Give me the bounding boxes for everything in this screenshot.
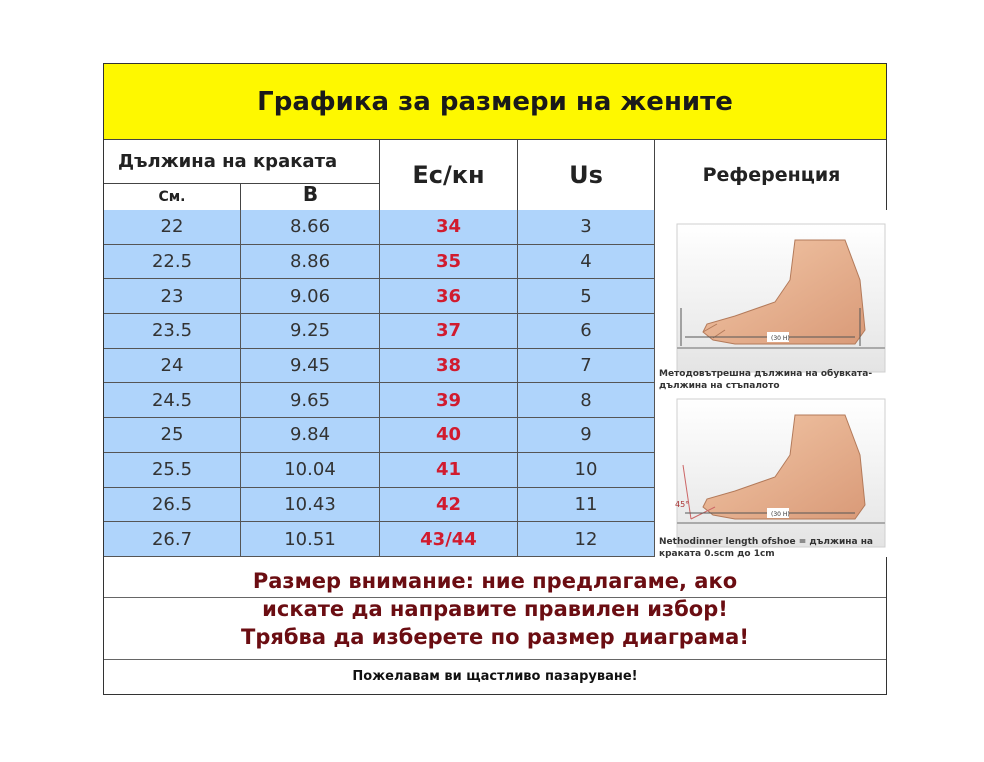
us-cell: 11 (518, 488, 655, 522)
us-cell: 7 (518, 349, 655, 383)
inch-cell: 10.04 (241, 453, 380, 487)
reference-header: Референция (702, 163, 841, 186)
eu-cell: 36 (380, 279, 518, 313)
us-header: Us (518, 139, 655, 210)
table-row (104, 349, 655, 384)
chart-title: Графика за размери на жените (257, 86, 733, 117)
notice-panel (104, 557, 886, 694)
cm-cell: 26.5 (104, 488, 241, 522)
foot-measure-image-2 (655, 395, 888, 550)
cm-cell: 23.5 (104, 314, 241, 348)
inch-cell: 10.43 (241, 488, 380, 522)
cm-cell: 24.5 (104, 383, 241, 417)
cm-cell: 26.7 (104, 522, 241, 556)
cm-cell: 22 (104, 210, 241, 244)
reference-panel (655, 210, 888, 557)
table-row (104, 314, 655, 349)
us-cell: 8 (518, 383, 655, 417)
eu-cell: 35 (380, 245, 518, 279)
eu-cell: 38 (380, 349, 518, 383)
reference-caption-2: Nethodinner length ofshoe = дължина на краката 0.scm до 1cm (659, 537, 873, 559)
us-cell: 9 (518, 418, 655, 452)
inch-cell: 9.06 (241, 279, 380, 313)
inch-cell: 9.25 (241, 314, 380, 348)
eu-cell: 37 (380, 314, 518, 348)
eu-cell: 42 (380, 488, 518, 522)
foot-measure-image-1 (655, 220, 888, 375)
inch-cell: 9.65 (241, 383, 380, 417)
us-cell: 6 (518, 314, 655, 348)
foot-length-label: Дължина на краката (104, 139, 380, 184)
cm-cell: 23 (104, 279, 241, 313)
table-row (104, 453, 655, 488)
title-bar (104, 64, 886, 140)
table-row (104, 210, 655, 245)
angle-label: 45° (675, 500, 690, 509)
eu-cell: 39 (380, 383, 518, 417)
inch-cell: 9.45 (241, 349, 380, 383)
eu-cell: 41 (380, 453, 518, 487)
size-chart (103, 63, 887, 695)
table-row (104, 418, 655, 453)
table-row (104, 245, 655, 280)
table-row (104, 279, 655, 314)
svg-text:(30 H): (30 H) (771, 335, 790, 342)
eu-cell: 34 (380, 210, 518, 244)
inch-cell: 10.51 (241, 522, 380, 556)
inch-header: B (302, 182, 319, 206)
table-row (104, 383, 655, 418)
cm-cell: 24 (104, 349, 241, 383)
cm-cell: 22.5 (104, 245, 241, 279)
reference-caption-1: Методовътрешна дължина на обувката-дължина на стъпалото (659, 369, 873, 391)
us-cell: 12 (518, 522, 655, 556)
cm-cell: 25.5 (104, 453, 241, 487)
eu-header: Ес/кн (380, 139, 518, 210)
table-header (104, 139, 886, 211)
us-cell: 10 (518, 453, 655, 487)
eu-cell: 43/44 (380, 522, 518, 556)
notice-line-1: Размер внимание: ние предлагаме, ако (252, 569, 738, 593)
inch-cell: 8.86 (241, 245, 380, 279)
inch-cell: 9.84 (241, 418, 380, 452)
eu-cell: 40 (380, 418, 518, 452)
notice-line-3: Трябва да изберете по размер диаграма! (241, 625, 749, 649)
table-row (104, 488, 655, 523)
divider (104, 659, 886, 660)
us-cell: 5 (518, 279, 655, 313)
us-cell: 3 (518, 210, 655, 244)
notice-line-2: искате да направите правилен избор! (262, 597, 728, 621)
foot-length-header (104, 139, 380, 210)
table-row (104, 522, 655, 557)
cm-header: См. (104, 184, 241, 210)
inch-cell: 8.66 (241, 210, 380, 244)
svg-text:(30 H): (30 H) (771, 511, 790, 518)
wish-text: Пожелавам ви щастливо пазаруване! (352, 669, 638, 684)
cm-cell: 25 (104, 418, 241, 452)
us-cell: 4 (518, 245, 655, 279)
size-table-body (104, 210, 655, 557)
